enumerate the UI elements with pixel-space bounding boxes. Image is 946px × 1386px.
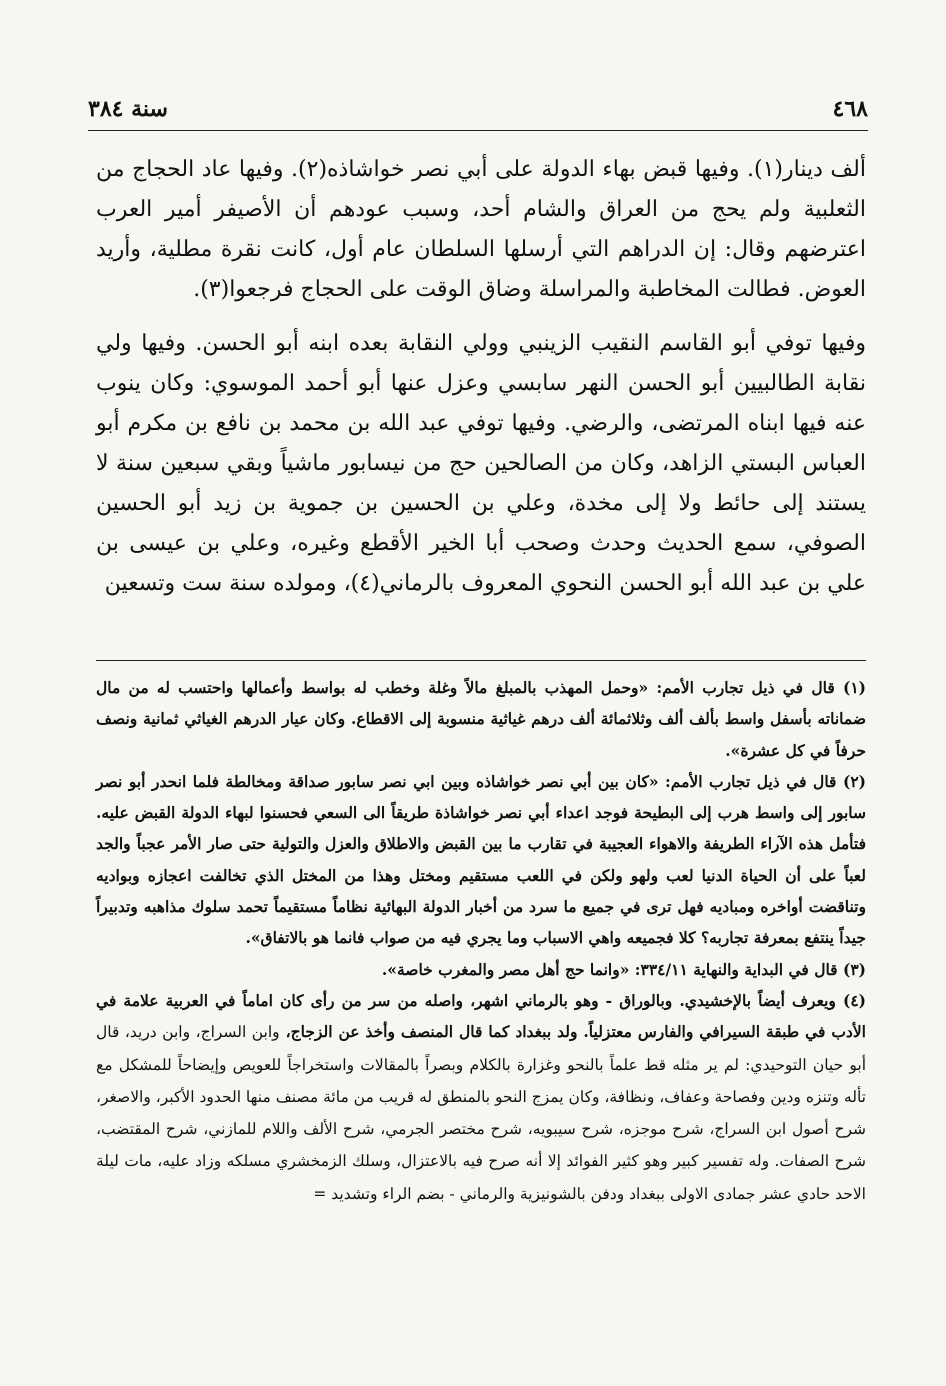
main-text: [96, 150, 866, 604]
page-number: ٤٦٨: [832, 96, 868, 122]
footnote-1: (١) قال في ذيل تجارب الأمم: «وحمل المهذب بالمبلغ مالاً وغلة وخطب له بواسط وأعمالها واحتسب له من مال ضماناته بأسفل واسط بألف ألف وثلاثمائة ألف درهم غياثية منسوبة إلى الاقطاع. وكان عيار الدرهم الغياثي ثمانية ونصف حرفاً في كل عشرة».: [96, 678, 866, 760]
footnote-separator: [96, 660, 866, 661]
footnote-4: [96, 985, 866, 1210]
footnote-2: (٢) قال في ذيل تجارب الأمم: «كان بين أبي نصر خواشاذه وبين ابي نصر سابور صداقة ومخالطة فلما انحدر أبو نصر سابور إلى واسط هرب إلى البطيحة فوجد اعداء أبي نصر خواشاذة طريقاً الى السعي فحسنوا لبهاء الدولة القبض عليه. فتأمل هذه الآراء الطريفة والاهواء العجيبة في تقارب ما بين القبض والاطلاق والعزل والتولية حتى صار الأمر عجباً والجد لعباً على أن الحياة الدنيا لعب ولهو ولكن في اللعب مستقيم ومختل وهذا من المختل الذي تخالفت اعجازه وبواديه وتناقضت أواخره ومباديه فهل ترى في جميع ما سرد من أخبار الدولة البهائية نظاماً مستقيماً تحمد سلوك مذاهبه وتدبيراً جيداً ينتفع بمعرفة تجاربه؟ كلا فجميعه واهي الاسباب وما يجري فيه من صواب فانما هو بالاتفاق».: [96, 771, 866, 948]
main-paragraph: ألف دينار(١). وفيها قبض بهاء الدولة على أبي نصر خواشاذه(٢). وفيها عاد الحجاج من الثعلبية ولم يحج من العراق والشام أحد، وسبب عودهم أن الأصيفر أمير العرب اعترضهم وقال: إن الدراهم التي أرسلها السلطان عام أول، كانت نقرة مطلية، وأريد العوض. فطالت المخاطبة والمراسلة وضاق الوقت على الحجاج فرجعوا(٣).: [96, 157, 866, 302]
running-header: [88, 96, 868, 131]
footnote-4-start: (٤) ويعرف أيضاً بالإخشيدي. وبالوراق - وهو بالرماني اشهر، واصله من سر من رأى كان اماماً في العربية علامة في الأدب في طبقة السيرافي والفارس معتزلياً. ولد ببغداد كما قال المنصف وأخذ عن الزجاج،: [96, 990, 866, 1042]
footnote-3: (٣) قال في البداية والنهاية ٣٣٤/١١: «وانما حج أهل مصر والمغرب خاصة».: [381, 959, 866, 979]
main-paragraph: وفيها توفي أبو القاسم النقيب الزينبي وولي النقابة بعده ابنه أبو الحسن. وفيها ولي نقابة الطالبيين أبو الحسن النهر سابسي وعزل عنها أبو أحمد الموسوي: وكان ينوب عنه فيها ابناه المرتضى، والرضي. وفيها توفي عبد الله بن محمد بن نافع بن مكرم أبو العباس البستي الزاهد، وكان من الصالحين حج من نيسابور ماشياً وبقي سبعين سنة لا يستند إلى حائط ولا إلى مخدة، وعلي بن الحسين بن جموية بن زيد أبو الحسين الصوفي، سمع الحديث وحدث وصحب أبا الخير الأقطع وغيره، وعلي بن عيسى بن علي بن عبد الله أبو الحسن النحوي المعروف بالرماني(٤)، ومولده سنة ست وتسعين: [96, 331, 866, 596]
footnotes: [96, 672, 866, 1210]
footnote-4-rest: وابن السراج، وابن دريد، قال أبو حيان التوحيدي: لم ير مثله قط علماً بالنحو وغزارة بالكلام وبصراً بالمقالات واستخراجاً للعويص وإيضاحاً للمشكل مع تأله وتنزه ودين وفصاحة وعفاف، ونظافة، وكان يمزج النحو بالمنطق له قريب من مائة مصنف منها الحدود الأكبر، والاصغر، شرح أصول ابن السراج، شرح موجزه، شرح سيبويه، شرح مختصر الجرمي، شرح الألف واللام للمازني، شرح المقتضب، شرح الصفات. وله تفسير كبير وهو كثير الفوائد إلا أنه صرح فيه بالاعتزال، وسلك الزمخشري مسلكه وزاد عليه، مات ليلة الاحد حادي عشر جمادى الاولى ببغداد ودفن بالشونيزية والرماني - بضم الراء وتشديد =: [96, 1023, 866, 1203]
header-year: سنة ٣٨٤: [88, 96, 168, 122]
